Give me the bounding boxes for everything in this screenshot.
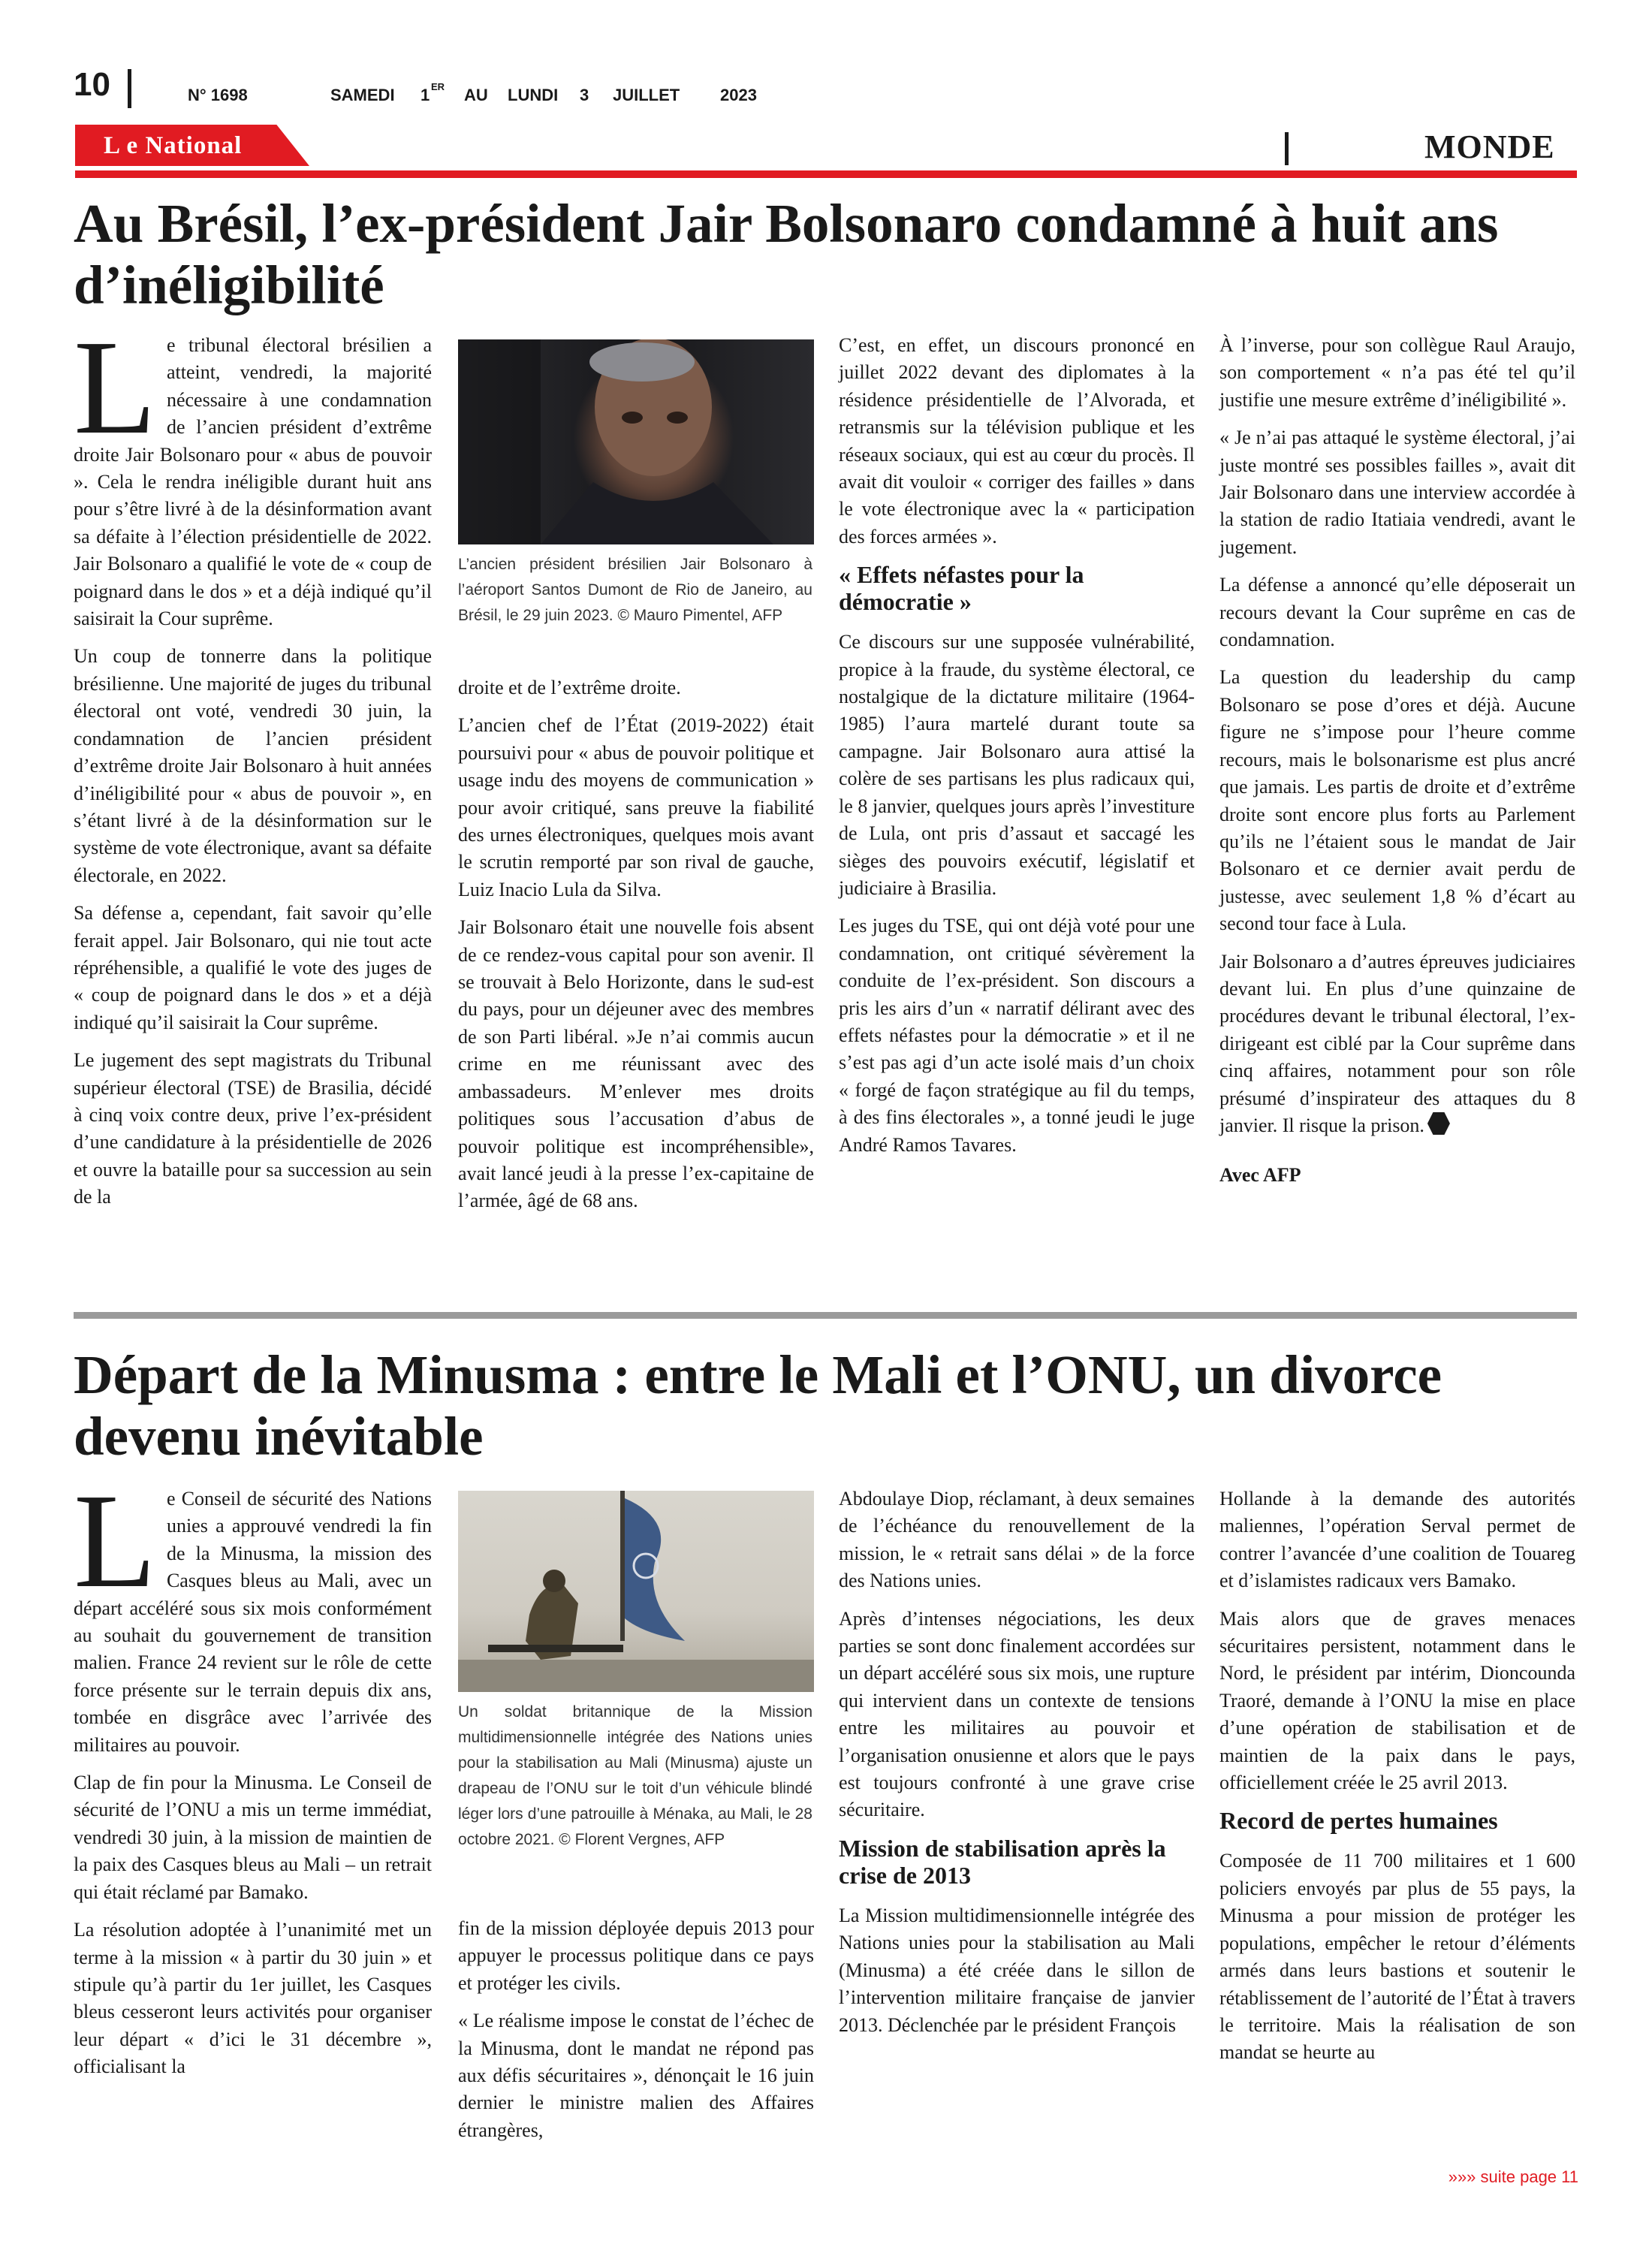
section-name: MONDE (1424, 128, 1555, 165)
subheading: « Effets néfastes pour la démocratie » (839, 561, 1084, 616)
byline: Avec AFP (1219, 1164, 1301, 1187)
page-number: 10 (74, 66, 110, 103)
article-title: Au Brésil, l’ex-président Jair Bolsonaro condamné à huit ans d’inéligibilité (74, 193, 1499, 315)
paragraph: « Je n’ai pas attaqué le système électoral, j’ai juste montré ses possibles failles », avait dit Jair Bolsonaro dans une interview accordée à la station de radio Itatiaia vendredi, avant le jugement. (1219, 427, 1575, 558)
date-word: 2023 (720, 86, 757, 104)
paragraph: Ce discours sur une supposée vulnérabilité, propice à la fraude, du système électoral, ce nostalgique de la dictature militaire (1964-1985) l’aura martelé durant toute sa campagne. Jair Bolsonaro aura attisé la colère de ses partisans les plus radicaux qui, le 8 janvier, quelques jours après l’investiture de Lula, ont pris d’assaut et saccagé les sièges des pouvoirs exécutif, législatif et judiciaire à Brasilia. (839, 631, 1195, 899)
issue-number: N° 1698 (188, 86, 248, 104)
drop-cap: L (74, 1466, 156, 1615)
paragraph: Le jugement des sept magistrats du Tribunal supérieur électoral (TSE) de Brasilia, décidé à cinq voix contre deux, prive l’ex-président d’une candidature à la présidentielle de 2026 et ouvre la bataille pour sa succession au sein de la (74, 1049, 432, 1208)
paragraph: La résolution adoptée à l’unanimité met un terme à la mission « à partir du 30 juin » et stipule qu’à partir du 1er juillet, les Casques bleus cesseront leurs activités pour organiser leur départ « d’ici le 31 décembre », officialisant la (74, 1919, 432, 2078)
paragraph: Les juges du TSE, qui ont déjà voté pour une condamnation, ont critiqué sévèrement la conduite de l’ex-président. Son discours a pris les airs d’un « narratif délirant avec des effets néfastes pour la démocratie » et il ne s’est pas agi d’un acte isolé mais d’un choix « forgé de façon stratégique au fil du temps, à des fins électorales », a tonné jeudi le juge André Ramos Tavares. (839, 915, 1195, 1156)
paragraph: Composée de 11 700 militaires et 1 600 policiers envoyés par plus de 55 pays, la Minusma a pour mission de protéger les populations, empêcher le retour d’éléments armés dans leurs bastions et soutenir le rétablissement de l’autorité de l’État à travers le territoire. Mais la réalisation de son mandat se heurte au (1219, 1850, 1575, 2064)
paragraph: Mais alors que de graves menaces sécuritaires persistent, notamment dans le Nord, le président par intérim, Dioncounda Traoré, demande à l’ONU la mise en place d’une opération de stabilisation et de maintien de la paix dans le pays, officiellement créée le 25 avril 2013. (1219, 1607, 1575, 1794)
paragraph: Un coup de tonnerre dans la politique brésilienne. Une majorité de juges du tribunal électoral ont voté, vendredi 30 juin, la condamnation de l’ancien président d’extrême droite Jair Bolsonaro à huit années d’inéligibilité pour « abus de pouvoir », en s’étant livré à de la désinformation sur le système de vote électronique, avant sa défaite électorale, en 2022. (74, 645, 432, 886)
paragraph: fin de la mission déployée depuis 2013 pour appuyer le processus politique dans ce pays et protéger les civils. (458, 1917, 814, 1994)
date-word: SAMEDI (330, 86, 395, 104)
paragraph: La Mission multidimensionnelle intégrée des Nations unies pour la stabilisation au Mali (Minusma) a été créée dans le sillon de l’intervention militaire française de janvier 2013. Déclenchée par le président François (839, 1904, 1195, 2036)
article-column (74, 312, 432, 1222)
paragraph (74, 312, 432, 632)
article-title: Départ de la Minusma : entre le Mali et l’ONU, un divorce devenu inévitable (74, 1344, 1442, 1467)
article-column (839, 332, 1195, 1169)
paragraph: À l’inverse, pour son collègue Raul Araujo, son comportement « n’a pas été tel qu’il justifie une mesure extrême d’inéligibilité ». (1219, 334, 1575, 411)
paragraph (74, 1466, 432, 1759)
paragraph: La question du leadership du camp Bolsonaro se pose d’ores et déjà. Aucune figure ne s’impose pour l’heure comme recours, mais le bolsonarisme est plus ancré que jamais. Les partis de droite et d’extrême droite sont encore plus forts au Parlement qu’ils ne l’étaient sous le mandat de Jair Bolsonaro et ce dernier avait perdu de justesse, avec seulement 1,8 % d’écart au second tour face à Lula. (1219, 666, 1575, 935)
brand-name: L e National (104, 132, 243, 159)
date-word: AU (464, 86, 488, 104)
soldier-flag-photo (458, 1491, 814, 1692)
paragraph: Sa défense a, cependant, fait savoir qu’elle ferait appel. Jair Bolsonaro, qui nie tout acte répréhensible, a qualifié le vote des juges de « coup de poignard dans le dos » et a déjà indiqué qu’il saisirait la Cour suprême. (74, 902, 432, 1033)
photo-caption: Un soldat britannique de la Mission multidimensionnelle intégrée des Nations unies pour la stabilisation au Mali (Minusma) ajuste un drapeau de l’ONU sur le toit d’un véhicule blindé léger lors d’une patrouille à Ménaka, au Mali, le 28 octobre 2021. © Florent Vergnes, AFP (458, 1703, 812, 1848)
paragraph (1219, 949, 1575, 1140)
section-divider (1285, 132, 1289, 165)
date-word: JUILLET (613, 86, 680, 104)
date-superscript: ER (431, 81, 445, 92)
paragraph-text: e tribunal électoral brésilien a atteint, vendredi, la majorité nécessaire à une condamnation de l’ancien président d’extrême droite Jair Bolsonaro pour « abus de pouvoir ». Cela le rendra inéligible durant huit ans pour s’être livré à de la désinformation avant sa défaite à l’élection présidentielle de 2022. Jair Bolsonaro a qualifié le vote de « coup de poignard dans le dos » et a déjà indiqué qu’il saisirait la Cour suprême. (74, 334, 432, 630)
header-rule (75, 170, 1577, 178)
article-column (458, 1915, 814, 2155)
date-word: 3 (580, 86, 589, 104)
drop-cap: L (74, 312, 156, 462)
paragraph: droite et de l’extrême droite. (458, 677, 681, 698)
paragraph: Jair Bolsonaro était une nouvelle fois absent de ce rendez-vous capital pour son avenir. Il se trouvait à Belo Horizonte, dans le sud-est du pays, pour un déjeuner avec des membres de son Parti libéral. »Je n’ai commis aucun crime en me réunissant avec des ambassadeurs. M’enlever mes droits politiques sous l’accusation d’abus de pouvoir politique est incompréhensible», avait lancé jeudi à la presse l’ex-capitaine de l’armée, âgé de 68 ans. (458, 916, 814, 1212)
article-column (74, 1466, 432, 2092)
paragraph: La défense a annoncé qu’elle déposerait un recours devant la Cour suprême en cas de condamnation. (1219, 574, 1575, 651)
paragraph: « Le réalisme impose le constat de l’échec de la Minusma, dont le mandat ne répond pas aux défis sécuritaires », dénonçait le 16 juin dernier le ministre malien des Affaires étrangères, (458, 2010, 814, 2141)
article-column (458, 674, 814, 1226)
end-of-article-icon (1427, 1112, 1450, 1135)
article-separator (74, 1312, 1577, 1319)
photo-caption: L’ancien président brésilien Jair Bolsonaro à l’aéroport Santos Dumont de Rio de Janeiro, au Brésil, le 29 juin 2023. © Mauro Pimentel, AFP (458, 556, 812, 624)
subheading: Record de pertes humaines (1219, 1807, 1498, 1835)
article-column (1219, 332, 1575, 1190)
paragraph: Hollande à la demande des autorités maliennes, l’opération Serval permet de contrer l’avancée d’une coalition de Touareg et d’islamistes radicaux vers Bamako. (1219, 1488, 1575, 1592)
date-word: LUNDI (508, 86, 559, 104)
article-column (1219, 1485, 1575, 2077)
subheading: Mission de stabilisation après la crise de 2013 (839, 1834, 1166, 1889)
paragraph: Clap de fin pour la Minusma. Le Conseil de sécurité de l’ONU a mis un terme immédiat, vendredi 30 juin, à la mission de maintien de la paix des Casques bleus au Mali – un retrait qui était réclamé par Bamako. (74, 1772, 432, 1903)
date-word: 1 (421, 86, 430, 104)
paragraph: L’ancien chef de l’État (2019-2022) était poursuivi pour « abus de pouvoir politique et usage indu des moyens de communication » pour avoir critiqué, sans preuve la fiabilité des urnes électroniques, quelques mois avant le scrutin remporté par son rival de gauche, Luiz Inacio Lula da Silva. (458, 714, 814, 900)
soldier-flag-photo-image (458, 1491, 814, 1692)
paragraph: C’est, en effet, un discours prononcé en juillet 2022 devant des diplomates à la résidence présidentielle de l’Alvorada, et retransmis sur la télévision publique et les réseaux sociaux, qui est au cœur du procès. Il avait dit vouloir « corriger des failles » dans le vote électronique avec la « participation des forces armées ». (839, 334, 1195, 547)
paragraph: Après d’intenses négociations, les deux parties se sont donc finalement accordées sur un départ accéléré sous six mois, une rupture qui intervient dans un contexte de tensions entre les militaires au pouvoir et l’organisation onusienne et alors que le pays est toujours confronté à une grave crise sécuritaire. (839, 1607, 1195, 1821)
paragraph-text: e Conseil de sécurité des Nations unies a approuvé vendredi la fin de la Minusma, la mission des Casques bleus au Mali, avec un départ accéléré sous six mois conformément au souhait du gouvernement de transition malien. France 24 revient sur le rôle de cette force présente sur le terrain depuis dix ans, tombée en disgrâce avec l’arrivée des militaires au pouvoir. (74, 1488, 432, 1756)
portrait-photo (458, 339, 814, 544)
continued-on-page-link[interactable]: »»» suite page 11 (1448, 2167, 1578, 2186)
paragraph: Abdoulaye Diop, réclamant, à deux semaines de l’échéance du renouvellement de la mission, le « retrait sans délai » de la force des Nations unies. (839, 1488, 1195, 1592)
paragraph-text: Jair Bolsonaro a d’autres épreuves judiciaires devant lui. En plus d’une quinzaine de procédures devant le tribunal électoral, l’ex-dirigeant est ciblé par la Cour suprême dans cinq affaires, notamment pour son rôle présumé d’inspirateur des attaques du 8 janvier. Il risque la prison. (1219, 950, 1575, 1136)
article-column (839, 1485, 1195, 2049)
page-number-divider (128, 69, 131, 108)
portrait-photo-image (458, 339, 814, 544)
